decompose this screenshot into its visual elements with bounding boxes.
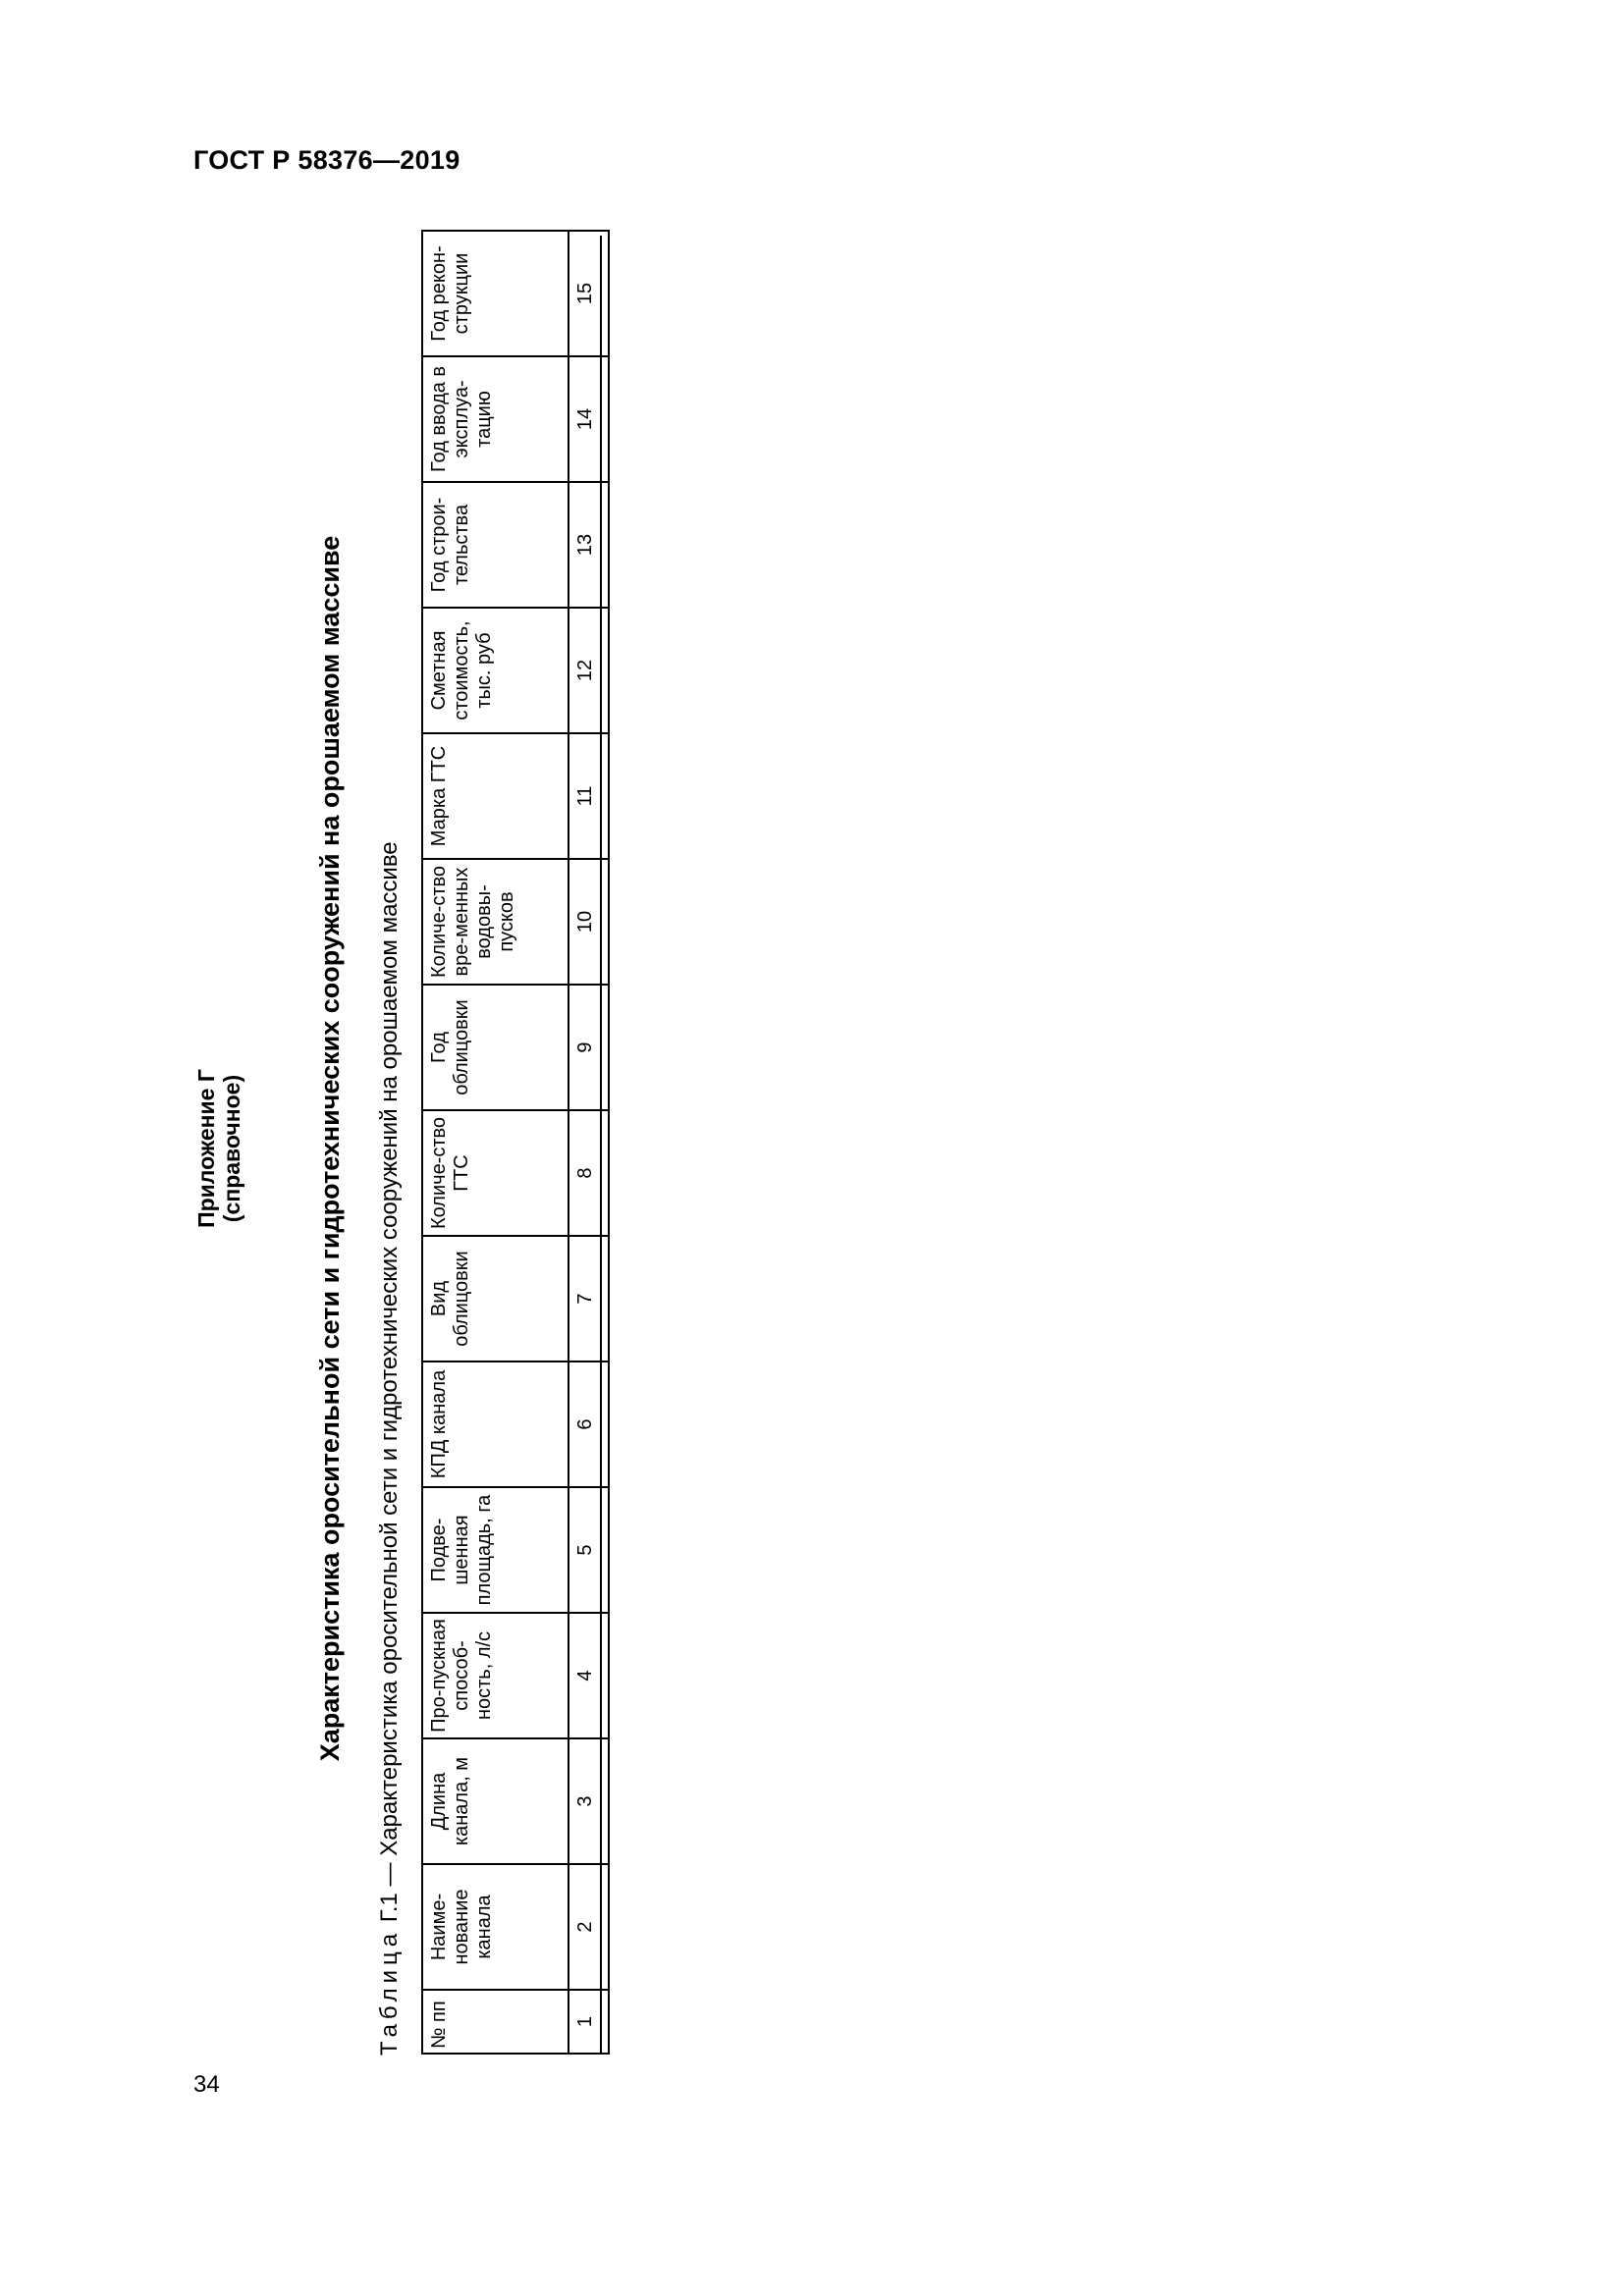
column-number-cell: 1	[568, 1990, 609, 2054]
rotated-content	[193, 236, 616, 2061]
column-number-cell: 9	[568, 985, 609, 1110]
header-cell: Вид облицовки	[422, 1236, 568, 1362]
header-cell: Длина канала, м	[422, 1738, 568, 1864]
column-number-cell: 3	[568, 1738, 609, 1864]
header-cell: № пп	[422, 1990, 568, 2054]
header-cell: Год рекон-струкции	[422, 231, 568, 356]
header-cell: Наиме-нование канала	[422, 1864, 568, 1990]
header-cell: Сметная стоимость, тыс. руб	[422, 608, 568, 733]
column-number-cell: 8	[568, 1110, 609, 1236]
table-bottom-rule	[600, 236, 602, 2055]
appendix-title: Приложение Г	[193, 1069, 219, 1228]
table-caption-label: Таблица	[376, 1928, 403, 2056]
table-header-row	[422, 231, 568, 2054]
column-number-cell: 12	[568, 608, 609, 733]
header-cell: Год облицовки	[422, 985, 568, 1110]
header-cell: Марка ГТС	[422, 733, 568, 859]
data-table	[421, 230, 610, 2055]
header-cell: Год строи-тельства	[422, 482, 568, 608]
header-cell: Про-пускная способ-ность, л/с	[422, 1613, 568, 1738]
column-number-cell: 13	[568, 482, 609, 608]
column-number-cell: 4	[568, 1613, 609, 1738]
table-number-row	[568, 231, 609, 2054]
header-cell: Год ввода в эксплуа-тацию	[422, 356, 568, 482]
table-caption-text: Г.1 — Характеристика оросительной сети и гидротехнических сооружений на орошаемом массиве	[376, 841, 403, 1929]
appendix-heading	[193, 236, 244, 2061]
header-cell: Подве-шенная площадь, га	[422, 1487, 568, 1613]
column-number-cell: 10	[568, 859, 609, 985]
document-header: ГОСТ Р 58376—2019	[193, 145, 460, 175]
section-title: Характеристика оросительной сети и гидротехнических сооружений на орошаемом массиве	[315, 535, 345, 1762]
column-number-cell: 2	[568, 1864, 609, 1990]
column-number-cell: 14	[568, 356, 609, 482]
page-number: 34	[193, 2071, 220, 2098]
column-number-cell: 5	[568, 1487, 609, 1613]
column-number-cell: 15	[568, 231, 609, 356]
header-cell: КПД канала	[422, 1362, 568, 1487]
appendix-subtitle: (справочное)	[219, 1074, 244, 1223]
column-number-cell: 7	[568, 1236, 609, 1362]
header-cell: Количе-ство ГТС	[422, 1110, 568, 1236]
column-number-cell: 11	[568, 733, 609, 859]
column-number-cell: 6	[568, 1362, 609, 1487]
table-caption	[375, 841, 405, 2056]
header-cell: Количе-ство вре-менных водовы-пусков	[422, 859, 568, 985]
